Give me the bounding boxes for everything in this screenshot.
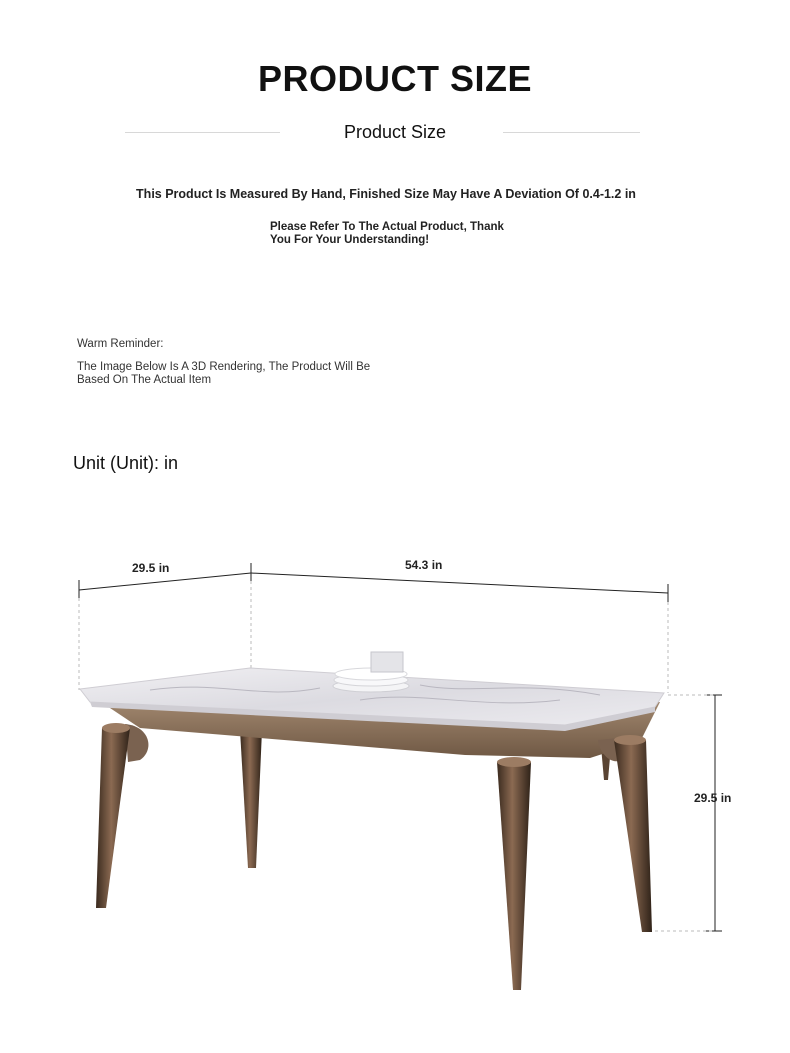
table-illustration [0,540,790,1010]
depth-line [79,573,251,590]
depth-dimension-label: 29.5 in [132,561,170,575]
divider-right [503,132,640,133]
length-dimension-label: 54.3 in [405,558,443,572]
front-center-leg-cap [497,757,531,767]
front-right-leg-cap [614,735,646,745]
back-left-leg [240,730,262,868]
reminder-text: The Image Below Is A 3D Rendering, The Product Will Be Based On The Actual Item [77,361,371,386]
glass-cup [371,652,403,672]
length-line [251,573,668,593]
front-center-leg [497,762,531,990]
page-title: PRODUCT SIZE [257,58,532,99]
front-left-leg-cap [102,723,130,733]
front-left-leg [96,728,130,908]
refer-note: Please Refer To The Actual Product, Thank You For Your Understanding! [270,221,504,246]
section-subtitle: Product Size [343,122,447,142]
front-right-leg [614,740,652,932]
unit-label: Unit (Unit): in [73,453,179,473]
height-dimension-label: 29.5 in [694,791,732,805]
reminder-title: Warm Reminder: [77,338,164,350]
measurement-disclaimer: This Product Is Measured By Hand, Finished Size May Have A Deviation Of 0.4-1.2 in [136,187,636,201]
